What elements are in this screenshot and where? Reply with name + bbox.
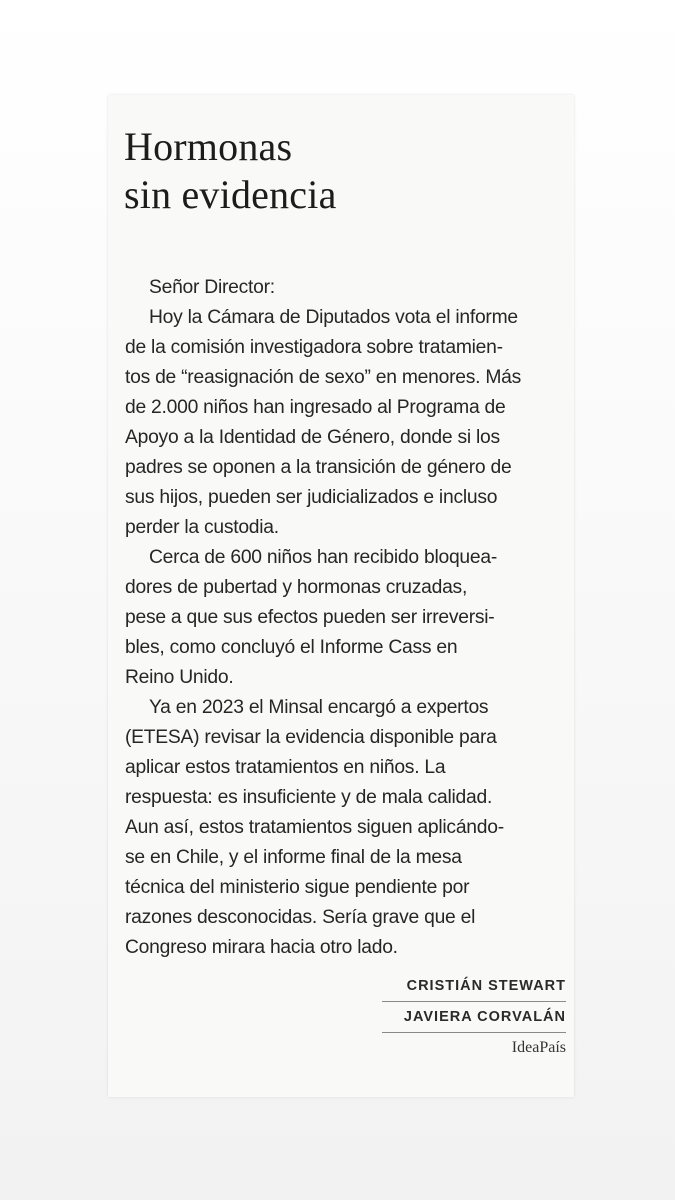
salutation: Señor Director: <box>149 277 275 298</box>
body-line: bles, como concluyó el Informe Cass en <box>125 637 458 658</box>
body-line: respuesta: es insuficiente y de mala calidad. <box>125 787 493 808</box>
letter-body <box>125 273 565 963</box>
body-line: dores de pubertad y hormonas cruzadas, <box>125 577 468 598</box>
body-line: (ETESA) revisar la evidencia disponible para <box>125 727 497 748</box>
body-line: de 2.000 niños han ingresado al Programa de <box>125 397 506 418</box>
body-line: padres se oponen a la transición de género de <box>125 457 512 478</box>
headline-line: sin evidencia <box>124 172 337 217</box>
body-line: de la comisión investigadora sobre tratamien- <box>125 337 503 358</box>
body-line: Hoy la Cámara de Diputados vota el informe <box>149 307 518 328</box>
headline <box>124 123 337 219</box>
body-line: Aun así, estos tratamientos siguen aplicándo- <box>125 817 504 838</box>
body-line: perder la custodia. <box>125 517 279 538</box>
body-line: sus hijos, pueden ser judicializados e incluso <box>125 487 498 508</box>
body-line: Congreso mirara hacia otro lado. <box>125 937 398 958</box>
newspaper-clipping <box>108 95 574 1097</box>
body-line: aplicar estos tratamientos en niños. La <box>125 757 446 778</box>
author-name: JAVIERA CORVALÁN <box>382 1002 566 1033</box>
body-line: Ya en 2023 el Minsal encargó a expertos <box>149 697 489 718</box>
author-name: CRISTIÁN STEWART <box>382 971 566 1002</box>
body-line: técnica del ministerio sigue pendiente por <box>125 877 470 898</box>
body-line: Reino Unido. <box>125 667 234 688</box>
author-organization: IdeaPaís <box>511 1039 566 1056</box>
body-line: Cerca de 600 niños han recibido bloquea- <box>149 547 498 568</box>
body-line: razones desconocidas. Sería grave que el <box>125 907 476 928</box>
headline-line: Hormonas <box>124 124 293 169</box>
body-line: tos de “reasignación de sexo” en menores. Más <box>125 367 522 388</box>
body-line: se en Chile, y el informe final de la mesa <box>125 847 462 868</box>
body-line: pese a que sus efectos pueden ser irreversi- <box>125 607 495 628</box>
body-line: Apoyo a la Identidad de Género, donde si los <box>125 427 500 448</box>
signature-block <box>382 971 566 1063</box>
